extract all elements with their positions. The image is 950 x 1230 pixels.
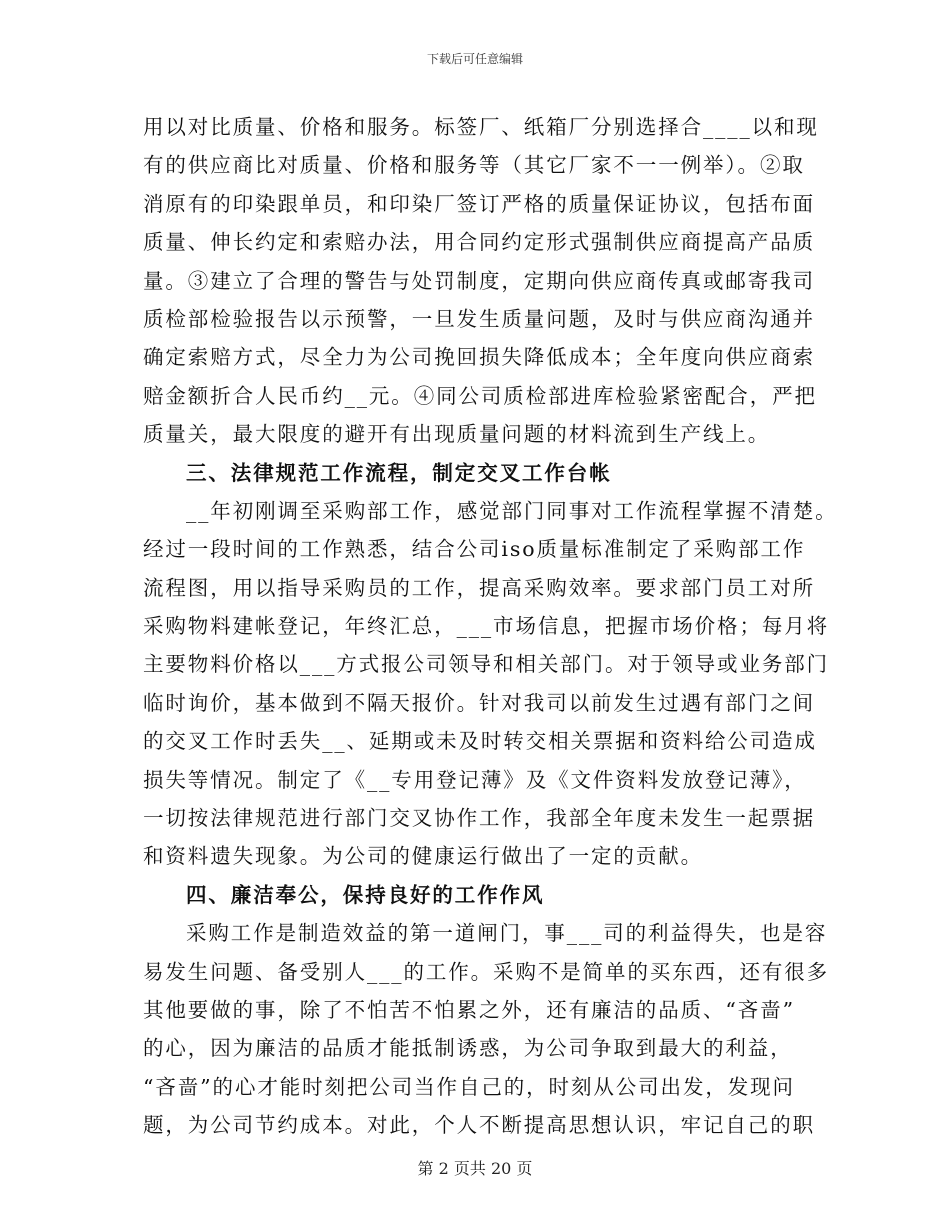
body-line: 采购物料建帐登记，年终汇总，___市场信息，把握市场价格；每月将 xyxy=(143,614,830,639)
body-line: 赔金额折合人民币约__元。④同公司质检部进库检验紧密配合，严把 xyxy=(143,383,817,408)
paragraph-start: __年初刚调至采购部工作，感觉部门同事对工作流程掌握不清楚。 xyxy=(186,498,838,523)
body-line: 的交叉工作时丢失__、延期或未及时转交相关票据和资料给公司造成 xyxy=(143,729,817,754)
body-line: 用以对比质量、价格和服务。标签厂、纸箱厂分别选择合____以和现 xyxy=(143,115,819,139)
body-line: 确定索赔方式，尽全力为公司挽回损失降低成本；全年度向供应商索 xyxy=(143,345,815,370)
body-line: 易发生问题、备受别人___的工作。采购不是简单的买东西，还有很多 xyxy=(143,959,830,984)
document-body xyxy=(143,108,838,1145)
body-line: 质检部检验报告以示预警，一旦发生质量问题，及时与供应商沟通并 xyxy=(143,306,815,331)
body-line: 和资料遗失现象。为公司的健康运行做出了一定的贡献。 xyxy=(143,844,703,869)
body-line: 损失等情况。制定了《__专用登记薄》及《文件资料发放登记薄》， xyxy=(143,767,807,792)
page-header: 下载后可任意编辑 xyxy=(426,52,523,66)
section-heading-3: 三、法律规范工作流程，制定交叉工作台帐 xyxy=(186,460,612,485)
page-footer: 第 2 页共 20 页 xyxy=(417,1159,533,1178)
body-line: 题，为公司节约成本。对此，个人不断提高思想认识，牢记自己的职 xyxy=(143,1113,815,1138)
body-line: 主要物料价格以___方式报公司领导和相关部门。对于领导或业务部门 xyxy=(143,652,830,677)
body-line: 量。③建立了合理的警告与处罚制度，定期向供应商传真或邮寄我司 xyxy=(143,268,815,293)
body-line: 质量关，最大限度的避开有出现质量问题的材料流到生产线上。 xyxy=(143,422,771,447)
body-line: 其他要做的事，除了不怕苦不怕累之外，还有廉洁的品质、“吝啬” xyxy=(143,997,795,1022)
body-line: 有的供应商比对质量、价格和服务等（其它厂家不一一例举）。②取 xyxy=(143,153,805,178)
body-line: 临时询价，基本做到不隔天报价。针对我司以前发生过遇有部门之间 xyxy=(143,690,815,715)
body-line: 经过一段时间的工作熟悉，结合公司iso质量标准制定了采购部工作 xyxy=(143,537,806,562)
body-line: “吝啬”的心才能时刻把公司当作自己的，时刻从公司出发，发现问 xyxy=(143,1074,795,1099)
section-heading-4: 四、廉洁奉公，保持良好的工作作风 xyxy=(186,882,545,907)
body-line: 流程图，用以指导采购员的工作，提高采购效率。要求部门员工对所 xyxy=(143,575,815,600)
body-line: 质量、伸长约定和索赔办法，用合同约定形式强制供应商提高产品质 xyxy=(143,230,815,255)
body-line: 的心，因为廉洁的品质才能抵制诱惑，为公司争取到最大的利益， xyxy=(143,1036,793,1061)
body-line: 消原有的印染跟单员，和印染厂签订严格的质量保证协议，包括布面 xyxy=(143,191,815,216)
body-line: 一切按法律规范进行部门交叉协作工作，我部全年度未发生一起票据 xyxy=(143,806,815,831)
paragraph-start: 采购工作是制造效益的第一道闸门，事___司的利益得失，也是容 xyxy=(186,921,828,946)
